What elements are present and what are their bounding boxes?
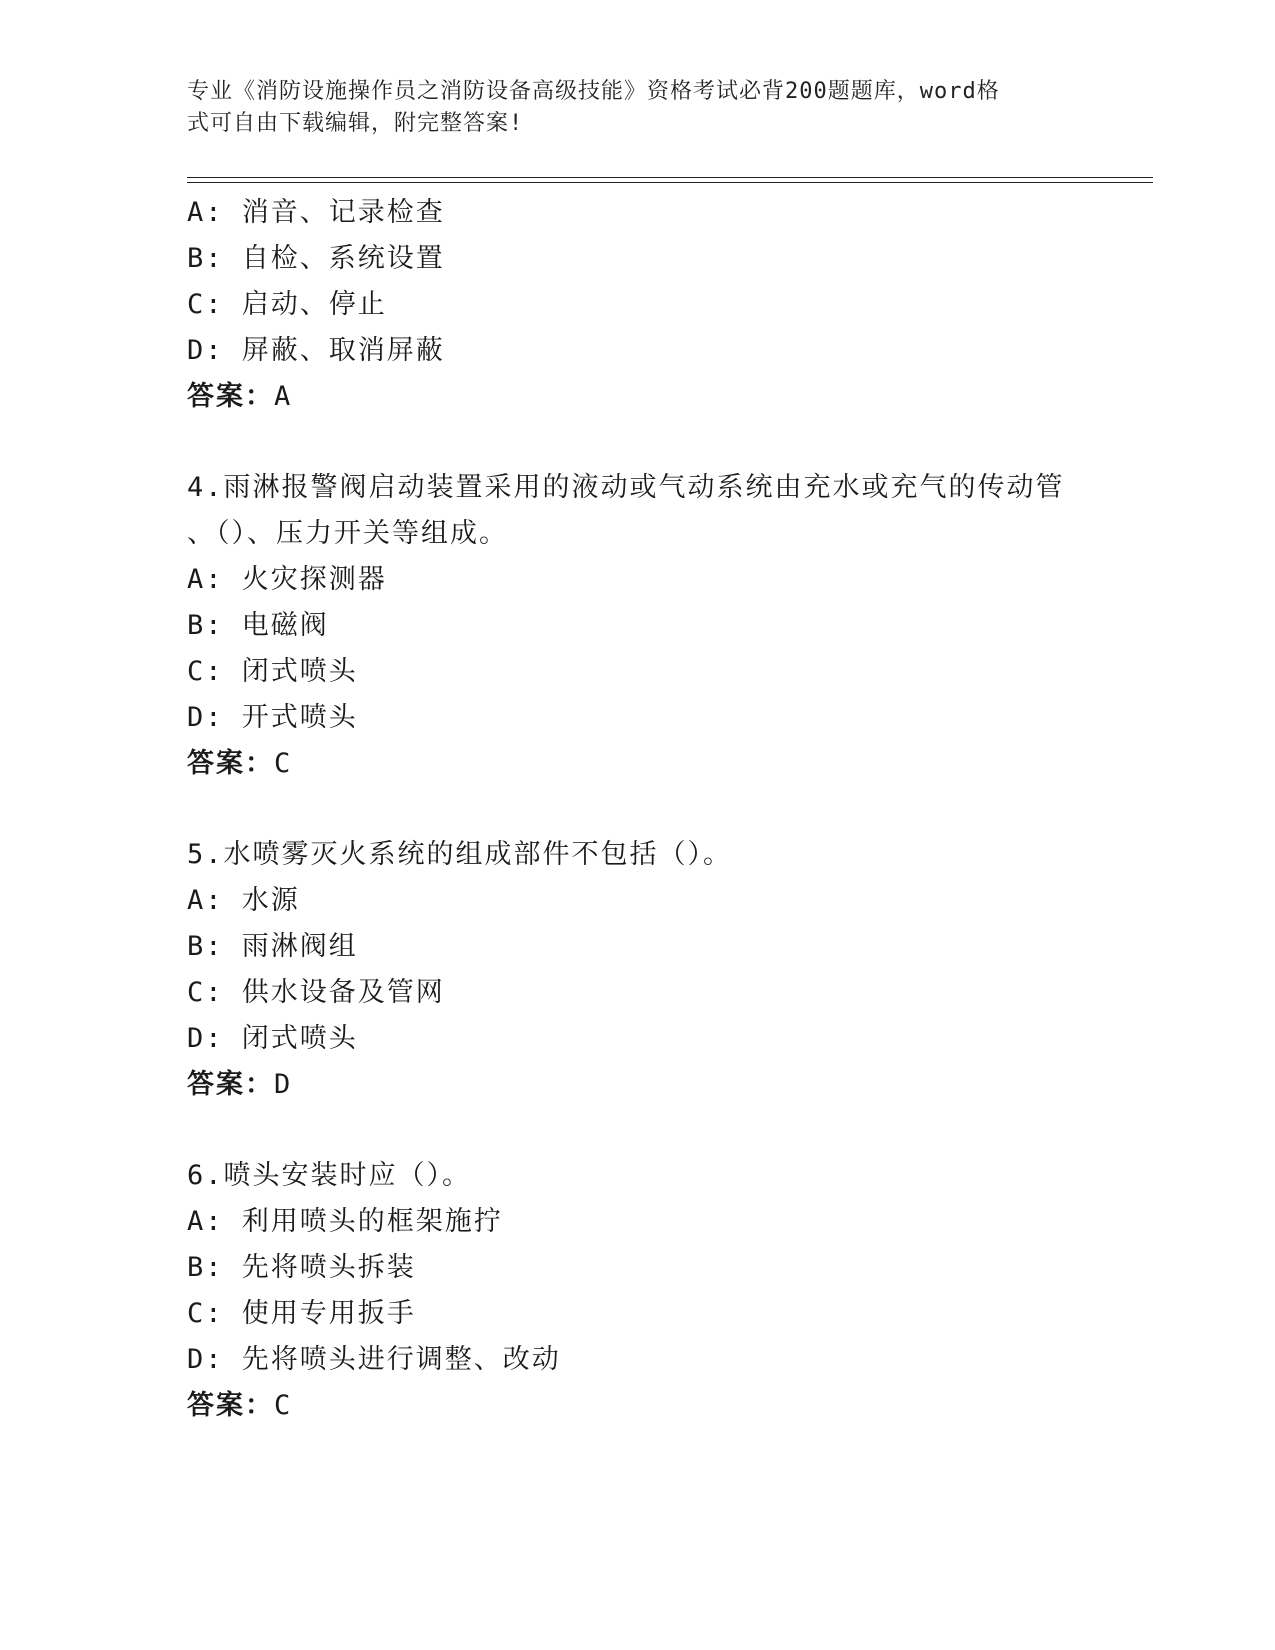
question-4-option-b: B: 电磁阀 bbox=[187, 610, 329, 641]
question-6-option-b: B: 先将喷头拆装 bbox=[187, 1252, 416, 1283]
question-4-option-a: A: 火灾探测器 bbox=[187, 564, 387, 595]
question-6-option-c: C: 使用专用扳手 bbox=[187, 1298, 416, 1329]
spacer bbox=[187, 787, 1087, 832]
question-4-option-d: D: 开式喷头 bbox=[187, 702, 358, 733]
question-6-option-d: D: 先将喷头进行调整、改动 bbox=[187, 1344, 561, 1375]
answer-value: D bbox=[274, 1069, 292, 1100]
answer-label: 答案： bbox=[187, 381, 274, 412]
question-5-option-a: A: 水源 bbox=[187, 885, 300, 916]
answer-value: A bbox=[274, 381, 292, 412]
question-4 bbox=[187, 465, 1087, 787]
header-divider-top bbox=[187, 177, 1153, 178]
question-6-stem-line-1: 6.喷头安装时应（）。 bbox=[187, 1160, 472, 1191]
question-5-option-c: C: 供水设备及管网 bbox=[187, 977, 445, 1008]
header-divider-bottom bbox=[187, 182, 1153, 183]
question-3-option-c: C: 启动、停止 bbox=[187, 289, 387, 320]
answer-label: 答案： bbox=[187, 1069, 274, 1100]
question-4-answer bbox=[187, 741, 1087, 787]
question-3-option-d: D: 屏蔽、取消屏蔽 bbox=[187, 335, 445, 366]
question-5-stem-line-1: 5.水喷雾灭火系统的组成部件不包括（）。 bbox=[187, 839, 733, 870]
header-title-line-1: 专业《消防设施操作员之消防设备高级技能》资格考试必背200题题库，word格 bbox=[187, 79, 1000, 104]
question-3-answer bbox=[187, 374, 1087, 420]
question-5-answer bbox=[187, 1062, 1087, 1108]
answer-value: C bbox=[274, 748, 292, 779]
answer-value: C bbox=[274, 1390, 292, 1421]
spacer bbox=[187, 1108, 1087, 1153]
question-3-option-b: B: 自检、系统设置 bbox=[187, 243, 445, 274]
question-4-stem-line-2: 、（）、压力开关等组成。 bbox=[187, 518, 508, 549]
spacer bbox=[187, 420, 1087, 465]
header-title-line-2: 式可自由下载编辑，附完整答案! bbox=[187, 111, 524, 136]
question-6-option-a: A: 利用喷头的框架施拧 bbox=[187, 1206, 503, 1237]
question-3-option-a: A: 消音、记录检查 bbox=[187, 197, 445, 228]
question-5-option-d: D: 闭式喷头 bbox=[187, 1023, 358, 1054]
question-4-stem-line-1: 4.雨淋报警阀启动装置采用的液动或气动系统由充水或充气的传动管 bbox=[187, 472, 1065, 503]
question-5-option-b: B: 雨淋阀组 bbox=[187, 931, 358, 962]
question-5 bbox=[187, 832, 1087, 1108]
question-4-option-c: C: 闭式喷头 bbox=[187, 656, 358, 687]
question-6-answer bbox=[187, 1383, 1087, 1429]
question-6 bbox=[187, 1153, 1087, 1429]
document-header bbox=[187, 76, 1067, 140]
question-list bbox=[187, 190, 1087, 1429]
question-3 bbox=[187, 190, 1087, 420]
answer-label: 答案： bbox=[187, 748, 274, 779]
answer-label: 答案： bbox=[187, 1390, 274, 1421]
